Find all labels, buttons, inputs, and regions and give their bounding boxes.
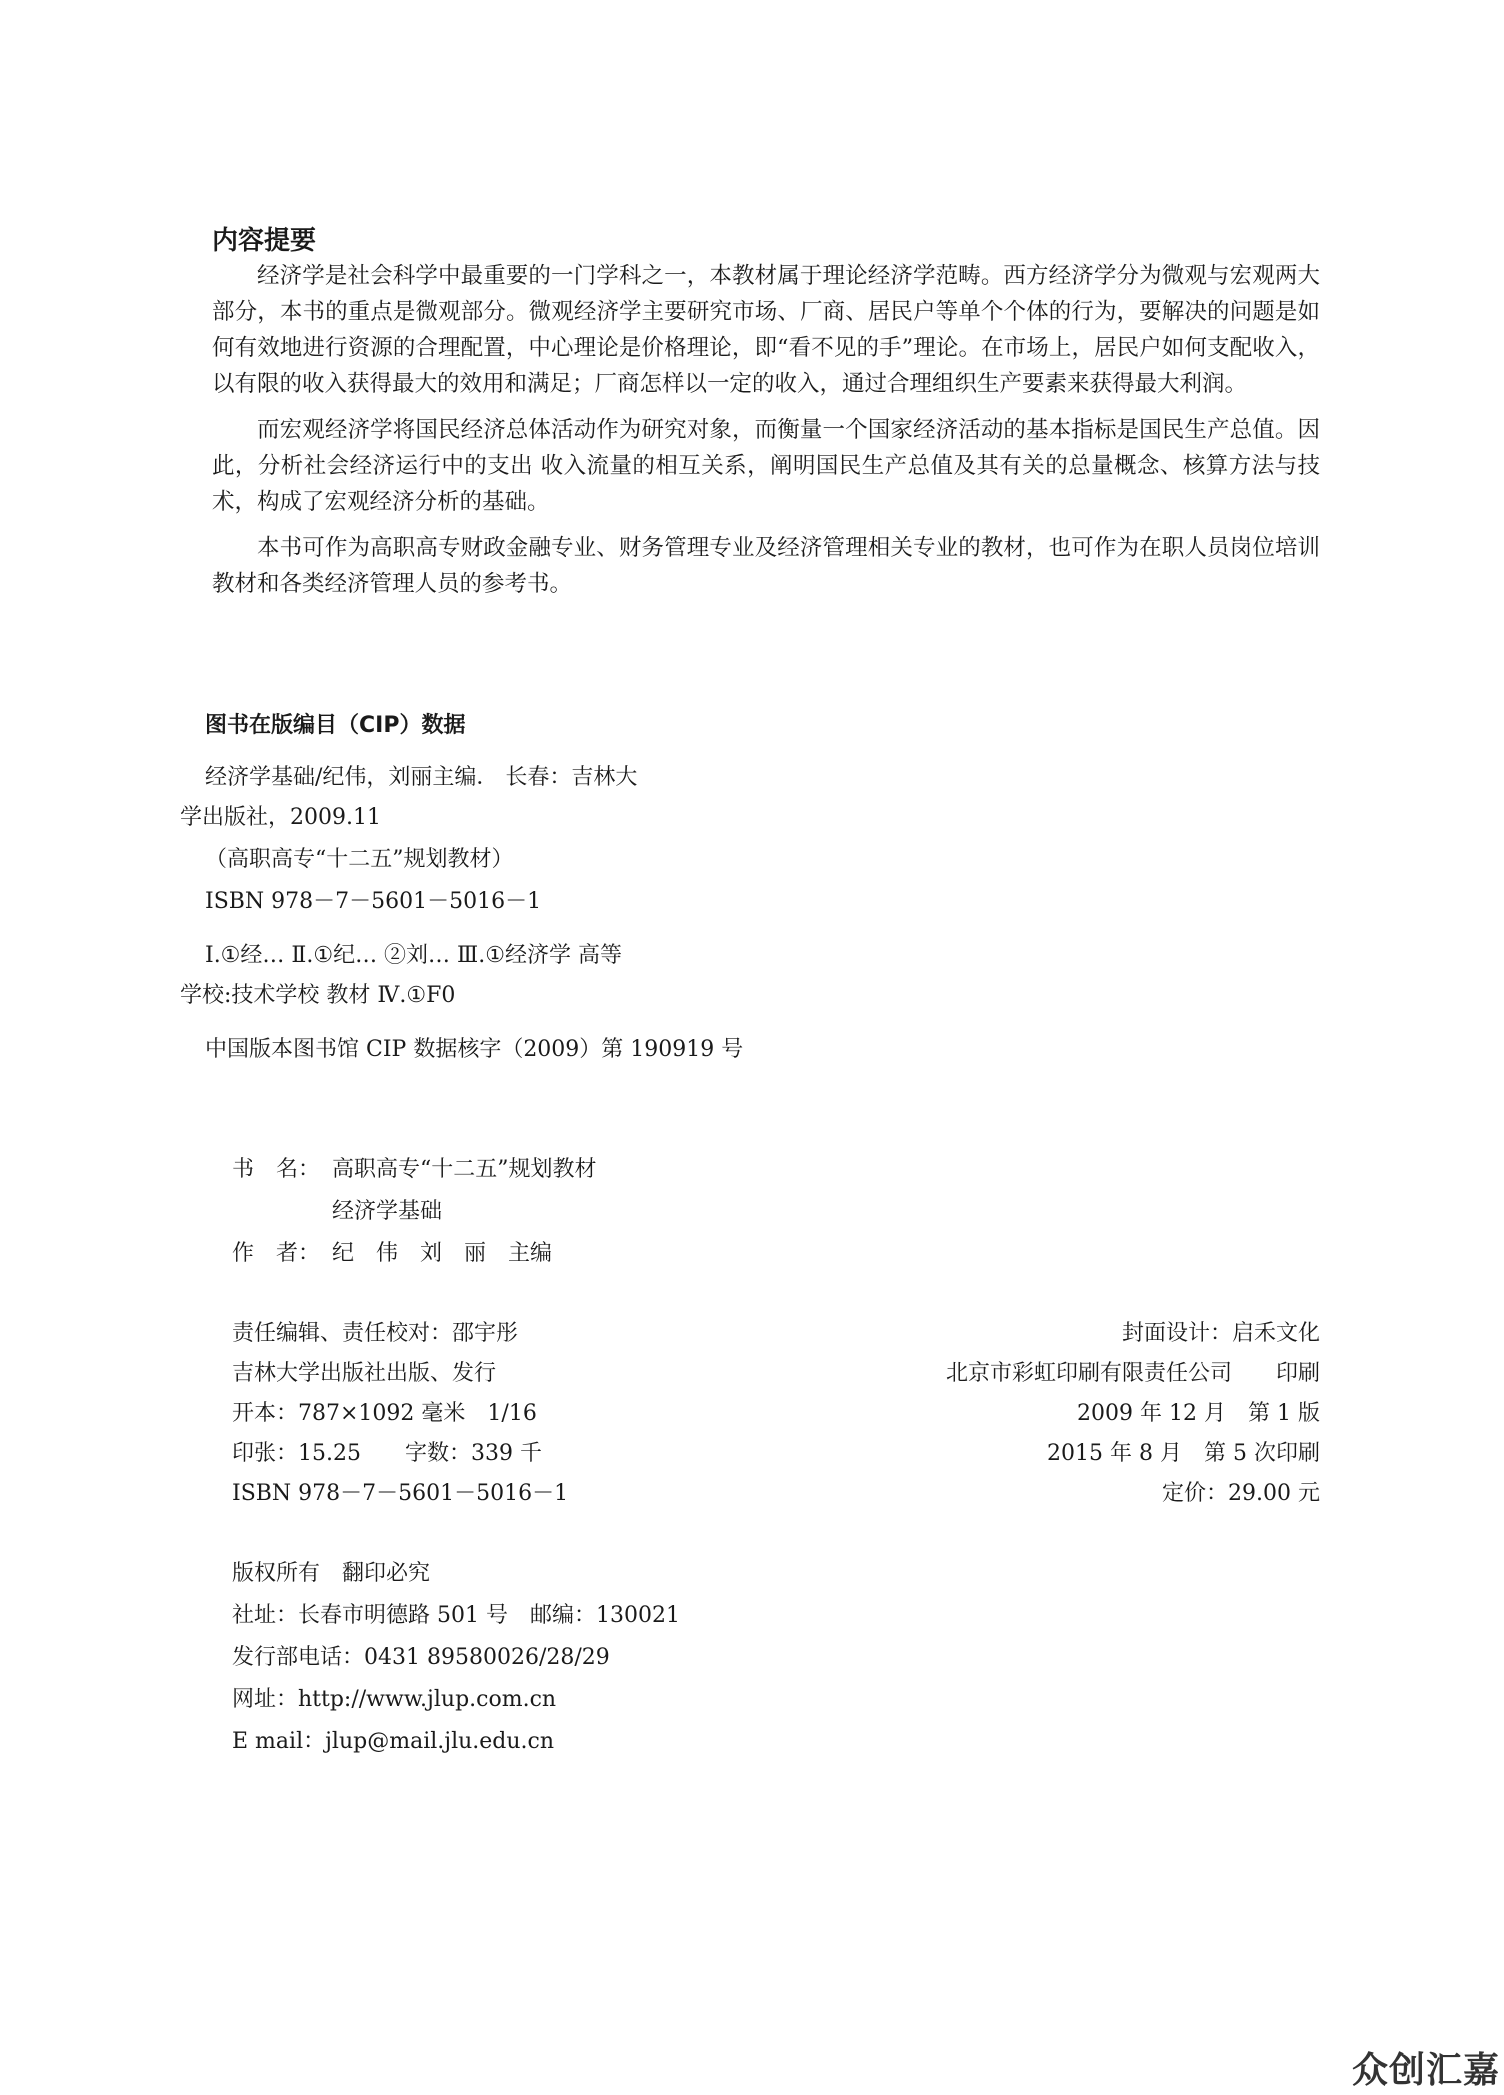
summary-body [212,258,1320,602]
book-title-series: 高职高专“十二五”规划教材 [332,1157,597,1182]
watermark-logo: 众创汇嘉 [1351,2050,1500,2091]
book-title: 经济学基础 [332,1199,443,1224]
author-value: 纪 伟 刘 丽 主编 [332,1241,553,1266]
cip-line: ISBN 978－7－5601－5016－1 [205,889,542,914]
isbn: ISBN 978－7－5601－5016－1 [232,1481,569,1506]
sheets-words: 印张：15.25 字数：339 千 [232,1441,542,1466]
author-label: 作 者： [232,1241,321,1266]
rights-notice: 版权所有 翻印必究 [232,1561,431,1586]
book-title-label: 书 名： [232,1157,321,1182]
price: 定价：29.00 元 [1162,1481,1320,1506]
cip-number: 中国版本图书馆 CIP 数据核字（2009）第 190919 号 [205,1037,744,1062]
printing: 2015 年 8 月 第 5 次印刷 [1047,1441,1320,1466]
cip-line: （高职高专“十二五”规划教材） [205,847,514,872]
cip-line: 经济学基础/纪伟，刘丽主编． 长春：吉林大 [205,765,638,790]
format: 开本：787×1092 毫米 1/16 [232,1401,537,1426]
edition: 2009 年 12 月 第 1 版 [1077,1401,1320,1426]
website: 网址：http://www.jlup.com.cn [232,1687,557,1712]
cip-line: Ⅰ.①经… Ⅱ.①纪… ②刘… Ⅲ.①经济学 高等 [205,943,622,968]
cover-design: 封面设计：启禾文化 [1121,1321,1320,1346]
printer: 北京市彩虹印刷有限责任公司 印刷 [945,1361,1320,1386]
cip-line: 学出版社，2009.11 [180,805,381,830]
summary-paragraph: 经济学是社会科学中最重要的一门学科之一，本教材属于理论经济学范畴。西方经济学分为微观与宏观两大部分，本书的重点是微观部分。微观经济学主要研究市场、厂商、居民户等单个个体的行为，要解决的问题是如何有效地进行资源的合理配置，中心理论是价格理论，即“看不见的手”理论。在市场上，居民户如何支配收入，以有限的收入获得最大的效用和满足；厂商怎样以一定的收入，通过合理组织生产要素来获得最大利润。 [212,263,1320,397]
address: 社址：长春市明德路 501 号 邮编：130021 [232,1603,680,1628]
cip-title: 图书在版编目（CIP）数据 [205,713,466,738]
summary-paragraph: 本书可作为高职高专财政金融专业、财务管理专业及经济管理相关专业的教材，也可作为在职人员岗位培训教材和各类经济管理人员的参考书。 [212,535,1320,597]
email: E mail：jlup@mail.jlu.edu.cn [232,1729,555,1754]
cip-line: 学校:技术学校 教材 Ⅳ.①F0 [180,983,456,1008]
publisher: 吉林大学出版社出版、发行 [232,1361,497,1386]
editor: 责任编辑、责任校对：邵宇彤 [232,1321,519,1346]
summary-title: 内容提要 [212,226,317,256]
phone: 发行部电话：0431 89580026/28/29 [232,1645,610,1670]
summary-paragraph: 而宏观经济学将国民经济总体活动作为研究对象，而衡量一个国家经济活动的基本指标是国民生产总值。因此，分析社会经济运行中的支出 收入流量的相互关系，阐明国民生产总值及其有关的总量概念、核算方法与技术，构成了宏观经济分析的基础。 [212,417,1320,515]
